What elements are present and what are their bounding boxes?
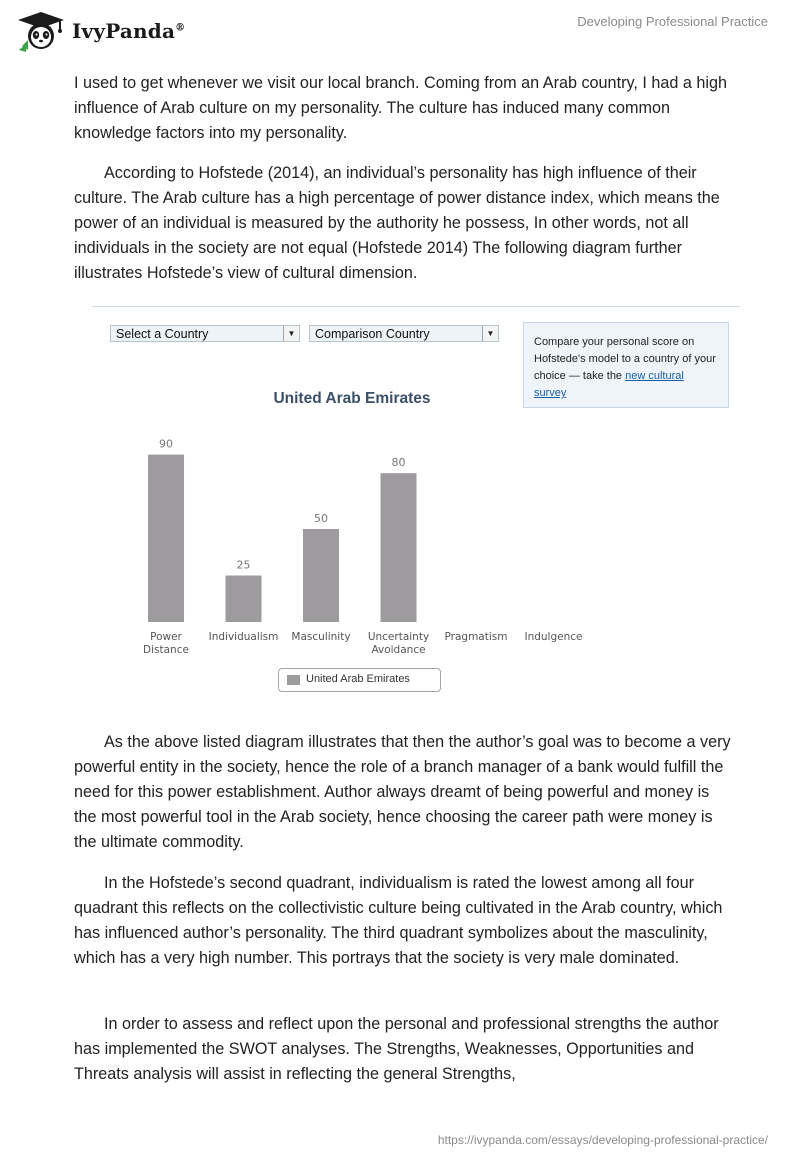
paragraph: In order to assess and reflect upon the personal and professional strengths the author has implemented the SWOT analyses. The Strengths, Weaknesses, Opportunities and Threats analysis will assist in reflecting the general Strengths, bbox=[74, 1015, 719, 1083]
select-country-dropdown[interactable] bbox=[110, 325, 300, 342]
comparison-country-label: Comparison Country bbox=[315, 327, 430, 341]
chevron-down-icon[interactable]: ▼ bbox=[283, 326, 299, 341]
bar-chart bbox=[92, 426, 740, 662]
survey-callout bbox=[523, 322, 729, 408]
data-label: 50 bbox=[314, 512, 328, 525]
comparison-country-dropdown[interactable] bbox=[309, 325, 499, 342]
paragraph: As the above listed diagram illustrates that then the author’s goal was to become a very powerful entity in the society, hence the role of a branch manager of a bank would fulfill the need for this power establishment. Author always dreamt of being powerful and money is the most powerful tool in the Arab society, hence choosing the career path were money is the ultimate commodity. bbox=[74, 733, 731, 851]
hofstede-figure bbox=[92, 306, 740, 706]
document-title: Developing Professional Practice bbox=[577, 14, 768, 29]
category-label: Power bbox=[150, 631, 182, 643]
bar-masculinity[interactable] bbox=[303, 529, 339, 622]
bar-individualism[interactable] bbox=[226, 576, 262, 623]
legend-swatch bbox=[287, 675, 300, 685]
data-label: 80 bbox=[391, 456, 406, 470]
legend-label: United Arab Emirates bbox=[306, 673, 410, 685]
category-label: Individualism bbox=[208, 631, 279, 643]
select-country-label: Select a Country bbox=[116, 327, 209, 341]
paragraph: In the Hofstede’s second quadrant, individualism is rated the lowest among all four quadrant this reflects on the collectivistic culture being cultivated in the Arab country, which has influenced author’s personality. The third quadrant symbolizes about the masculinity, which has a very high number. This portrays that the society is very male dominated. bbox=[74, 874, 723, 967]
bar-uncertainty-avoidance[interactable] bbox=[381, 473, 417, 622]
source-url: https://ivypanda.com/essays/developing-professional-practice/ bbox=[437, 1133, 768, 1147]
panda-graduate-icon bbox=[16, 10, 66, 52]
data-label: 90 bbox=[159, 437, 173, 451]
chevron-down-icon[interactable]: ▼ bbox=[482, 326, 498, 341]
category-label: Indulgence bbox=[524, 631, 583, 643]
category-label: Pragmatism bbox=[444, 631, 508, 643]
ivypanda-logo[interactable] bbox=[16, 10, 185, 52]
paragraph: I used to get whenever we visit our local branch. Coming from an Arab country, I had a high influence of Arab culture on my personality. The culture has induced many common knowledge factors into my personality. bbox=[74, 74, 727, 142]
survey-link[interactable]: new cultural survey bbox=[534, 370, 684, 399]
category-label: Masculinity bbox=[291, 631, 351, 643]
brand-name: IvyPanda® bbox=[72, 19, 186, 43]
data-label: 25 bbox=[236, 558, 251, 572]
bar-power-distance[interactable] bbox=[148, 455, 184, 622]
page-header bbox=[0, 0, 800, 60]
figure-top-rule bbox=[92, 306, 740, 307]
category-label: Avoidance bbox=[371, 644, 426, 656]
paragraph: According to Hofstede (2014), an individual’s personality has high influence of their culture. The Arab culture has a high percentage of power distance index, which means the power of an individual is measured by the authority he possess, In other words, not all individuals in the society are not equal (Hofstede 2014) The following diagram further illustrates Hofstede’s view of cultural dimension. bbox=[74, 164, 720, 282]
chart-legend[interactable] bbox=[278, 668, 441, 692]
survey-text: Compare your personal score on Hofstede's model to a country of your choice — take the bbox=[534, 336, 716, 382]
category-label: Distance bbox=[143, 644, 189, 656]
category-label: Uncertainty bbox=[367, 631, 430, 643]
chart-title: United Arab Emirates bbox=[273, 390, 431, 407]
